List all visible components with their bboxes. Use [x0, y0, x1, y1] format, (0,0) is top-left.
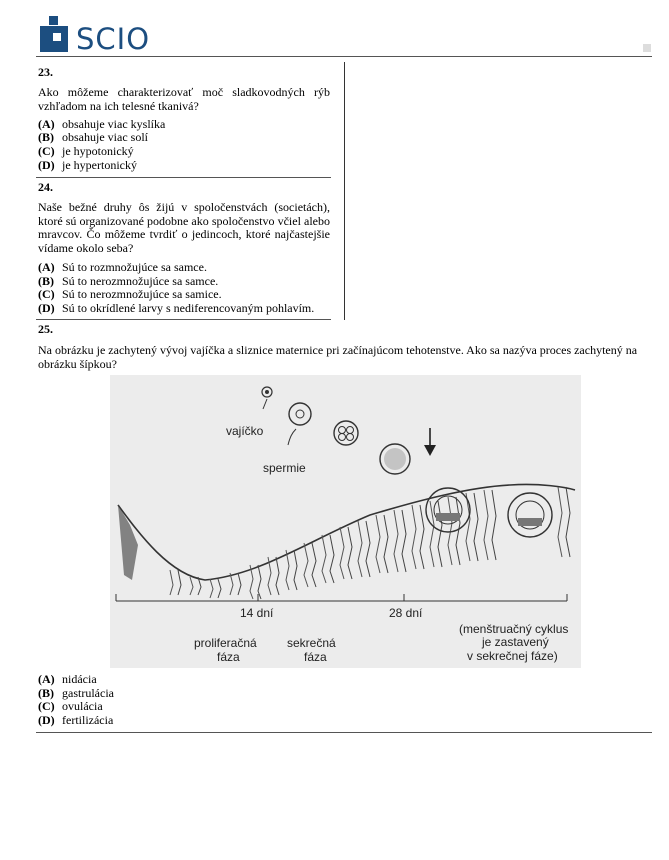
shed-tissue	[118, 505, 138, 580]
arrow-icon	[424, 428, 436, 456]
option-letter: (A)	[38, 672, 55, 686]
q24-number: 24.	[38, 180, 53, 194]
option-letter: (A)	[38, 260, 55, 274]
label-secr-2: fáza	[304, 650, 327, 664]
q24-text: Naše bežné druhy ôs žijú v spoločenstvách (societách), ktoré sú organizované podobne ako spoločenstvo včiel alebo mravcov. Čo môžeme tvrdiť o jedincoch, ktoré najčastejšie vídame okolo seba?	[38, 200, 330, 255]
column-divider	[344, 62, 345, 320]
option-text: je hypertonický	[62, 158, 137, 172]
option-text: Sú to nerozmnožujúce sa samce.	[62, 274, 219, 288]
q24-option-c[interactable]	[38, 288, 222, 302]
option-text: gastrulácia	[62, 686, 114, 700]
option-text: nidácia	[62, 672, 97, 686]
option-text: ovulácia	[62, 699, 103, 713]
q24-option-a[interactable]	[38, 261, 207, 275]
label-prolif-1: proliferačná	[194, 636, 257, 650]
option-letter: (D)	[38, 713, 55, 727]
q25-option-d[interactable]	[38, 714, 113, 728]
q25-separator	[36, 732, 652, 733]
header-rule	[36, 56, 652, 57]
option-letter: (B)	[38, 274, 54, 288]
option-text: obsahuje viac kyslíka	[62, 117, 166, 131]
logo-mark	[40, 16, 74, 59]
option-letter: (C)	[38, 144, 55, 158]
option-text: Sú to nerozmnožujúce sa samice.	[62, 287, 222, 301]
q24-separator	[36, 319, 331, 320]
option-letter: (C)	[38, 699, 55, 713]
endometrium-diagram	[110, 375, 581, 668]
option-text: je hypotonický	[62, 144, 134, 158]
option-letter: (B)	[38, 686, 54, 700]
timeline-axis	[116, 594, 567, 601]
endometrial-glands	[170, 487, 562, 599]
implanted-embryo-2	[508, 493, 552, 537]
label-day14: 14 dní	[240, 606, 274, 620]
q23-option-c[interactable]	[38, 145, 134, 159]
sperm-icon	[288, 429, 296, 445]
q23-separator	[36, 177, 331, 178]
q23-number: 23.	[38, 65, 53, 79]
label-day28: 28 dní	[389, 606, 423, 620]
zygote	[289, 403, 311, 425]
endometrium-surface	[118, 484, 575, 580]
q24-option-d[interactable]	[38, 302, 314, 316]
option-text: Sú to rozmnožujúce sa samce.	[62, 260, 207, 274]
q25-number: 25.	[38, 322, 53, 336]
option-text: obsahuje viac solí	[62, 130, 148, 144]
q23-option-d[interactable]	[38, 159, 137, 173]
label-cycle-3: v sekrečnej fáze)	[467, 649, 558, 663]
label-cycle-2: je zastavený	[482, 635, 549, 649]
cleavage-stage	[334, 421, 358, 445]
label-secr-1: sekrečná	[287, 636, 336, 650]
label-sperm: spermie	[263, 461, 306, 475]
q25-option-c[interactable]	[38, 700, 103, 714]
option-text: fertilizácia	[62, 713, 114, 727]
corner-marker	[643, 44, 651, 52]
option-letter: (A)	[38, 117, 55, 131]
q23-text: Ako môžeme charakterizovať moč sladkovodných rýb vzhľadom na ich telesné tkanivá?	[38, 85, 330, 113]
label-prolif-2: fáza	[217, 650, 240, 664]
option-letter: (D)	[38, 301, 55, 315]
option-letter: (B)	[38, 130, 54, 144]
label-cycle-1: (menštruačný cyklus	[459, 622, 569, 636]
q25-text: Na obrázku je zachytený vývoj vajíčka a sliznice maternice pri začínajúcom tehotenstve. Ako sa nazýva proces zachytený na obrázku šípkou?	[38, 343, 638, 371]
option-text: Sú to okrídlené larvy s nediferencovaným pohlavím.	[62, 301, 315, 315]
q23-option-b[interactable]	[38, 131, 148, 145]
option-letter: (D)	[38, 158, 55, 172]
label-egg: vajíčko	[226, 424, 264, 438]
q25-option-a[interactable]	[38, 673, 97, 687]
logo-text: SCIO	[76, 22, 151, 56]
option-letter: (C)	[38, 287, 55, 301]
